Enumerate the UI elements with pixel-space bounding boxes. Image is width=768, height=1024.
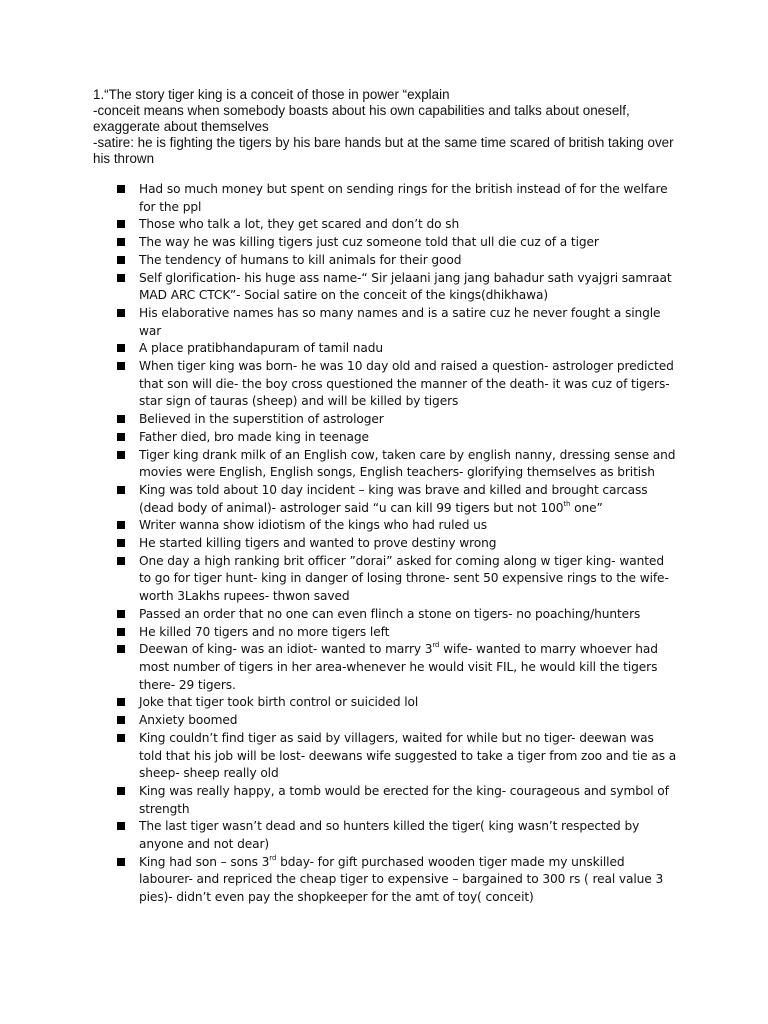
superscript-suffix: rd [269, 853, 277, 862]
list-item [117, 730, 677, 783]
notes-bullet-list [117, 181, 677, 907]
list-item-text: He killed 70 tigers and no more tigers left [139, 624, 390, 639]
square-bullet-icon [117, 344, 125, 352]
square-bullet-icon [117, 628, 125, 636]
list-item-text-part: King was told about 10 day incident – king was brave and killed and brought carcass (dead body of animal)- astrologer said “u can kill 99 tigers but not 100 [139, 482, 648, 515]
square-bullet-icon [117, 185, 125, 193]
list-item-text: Had so much money but spent on sending rings for the british instead of for the welfare for the ppl [139, 182, 668, 214]
square-bullet-icon [117, 415, 125, 423]
square-bullet-icon [117, 610, 125, 618]
list-item [117, 447, 677, 482]
list-item-text: A place pratibhandapuram of tamil nadu [139, 341, 384, 356]
square-bullet-icon [117, 451, 125, 459]
list-item [117, 553, 677, 606]
square-bullet-icon [117, 822, 125, 830]
square-bullet-icon [117, 220, 125, 228]
list-item-text-part: King had son – sons 3 [139, 854, 270, 869]
superscript-suffix: th [563, 499, 571, 508]
square-bullet-icon [117, 539, 125, 547]
satire-definition: -satire: he is fighting the tigers by his bare hands but at the same time scared of british taking over his thrown [93, 135, 674, 166]
list-item [117, 694, 677, 712]
list-item [117, 429, 677, 447]
list-item [117, 358, 677, 411]
list-item [117, 818, 677, 853]
conceit-definition: -conceit means when somebody boasts about his own capabilities and talks about oneself, exaggerate about themselves [93, 103, 630, 134]
list-item [117, 252, 677, 270]
list-item-text: King was really happy, a tomb would be erected for the king- courageous and symbol of strength [139, 783, 669, 816]
list-item-text-part: one” [570, 500, 603, 515]
square-bullet-icon [117, 238, 125, 246]
square-bullet-icon [117, 521, 125, 529]
list-item-text: Believed in the superstition of astrologer [139, 412, 384, 427]
list-item [117, 305, 677, 340]
list-item [117, 535, 677, 553]
list-item-text: King couldn’t find tiger as said by villagers, waited for while but no tiger- deewan was told that his job will be lost- deewans wife suggested to take a tiger from zoo and tie as a sheep- sheep really old [139, 730, 677, 781]
square-bullet-icon [117, 734, 125, 742]
list-item-text [139, 483, 648, 515]
list-item [117, 482, 677, 517]
square-bullet-icon [117, 433, 125, 441]
list-item-text: Father died, bro made king in teenage [139, 429, 369, 444]
list-item [117, 216, 677, 234]
square-bullet-icon [117, 309, 125, 317]
question-title: 1.“The story tiger king is a conceit of those in power “explain [93, 87, 450, 102]
list-item-text: Anxiety boomed [139, 713, 238, 728]
list-item-text [139, 855, 663, 904]
list-item-text: Passed an order that no one can even flinch a stone on tigers- no poaching/hunters [139, 606, 641, 621]
square-bullet-icon [117, 716, 125, 724]
square-bullet-icon [117, 274, 125, 282]
square-bullet-icon [117, 557, 125, 565]
list-item [117, 411, 677, 429]
list-item [117, 234, 677, 252]
list-item [117, 854, 677, 907]
list-item-text-part: bday- for gift purchased wooden tiger made my unskilled labourer- and repriced the cheap tiger to expensive – bargained to 300 rs ( real value 3 pies)- didn’t even pay the shopkeeper for the amt of toy( conceit) [139, 854, 664, 905]
list-item [117, 606, 677, 624]
question-header [93, 87, 693, 167]
square-bullet-icon [117, 858, 125, 866]
list-item-text-part: wife- wanted to marry whoever had most number of tigers in her area-whenever he would visit FIL, he would kill the tigers there- 29 tigers. [139, 642, 658, 692]
list-item [117, 517, 677, 535]
list-item-text-part: Deewan of king- was an idiot- wanted to marry 3 [139, 642, 433, 657]
list-item-text: Those who talk a lot, they get scared and don’t do sh [139, 217, 460, 232]
square-bullet-icon [117, 645, 125, 653]
list-item [117, 270, 677, 305]
list-item-text: One day a high ranking brit officer ”dorai” asked for coming along w tiger king- wanted to go for tiger hunt- king in danger of losing throne- sent 50 expensive rings to the wife- worth 3Lakhs rupees- thwon saved [139, 553, 669, 604]
list-item [117, 783, 677, 818]
list-item [117, 181, 677, 216]
list-item-text: The last tiger wasn’t dead and so hunters killed the tiger( king wasn’t respected by anyone and not dear) [139, 819, 640, 852]
square-bullet-icon [117, 698, 125, 706]
list-item-text: He started killing tigers and wanted to prove destiny wrong [139, 536, 497, 551]
list-item-text: Tiger king drank milk of an English cow, taken care by english nanny, dressing sense and movies were English, English songs, English teachers- glorifying themselves as british [139, 447, 676, 480]
square-bullet-icon [117, 256, 125, 264]
list-item-text: Joke that tiger took birth control or suicided lol [139, 695, 419, 710]
list-item-text [139, 642, 658, 691]
list-item [117, 712, 677, 730]
list-item-text: His elaborative names has so many names and is a satire cuz he never fought a single war [139, 305, 661, 338]
list-item [117, 641, 677, 694]
square-bullet-icon [117, 486, 125, 494]
square-bullet-icon [117, 787, 125, 795]
list-item-text: Writer wanna show idiotism of the kings who had ruled us [139, 518, 488, 533]
list-item-text: The tendency of humans to kill animals for their good [139, 252, 462, 267]
superscript-suffix: rd [432, 641, 440, 650]
list-item [117, 624, 677, 642]
list-item [117, 340, 677, 358]
square-bullet-icon [117, 362, 125, 370]
list-item-text: Self glorification- his huge ass name-“ Sir jelaani jang jang bahadur sath vyajgri samraat MAD ARC CTCK”- Social satire on the conceit of the kings(dhikhawa) [139, 270, 672, 303]
list-item-text: The way he was killing tigers just cuz someone told that ull die cuz of a tiger [139, 235, 599, 250]
list-item-text: When tiger king was born- he was 10 day old and raised a question- astrologer predicted that son will die- the boy cross questioned the manner of the death- it was cuz of tigers- star sign of tauras (sheep) and will be killed by tigers [139, 359, 674, 409]
